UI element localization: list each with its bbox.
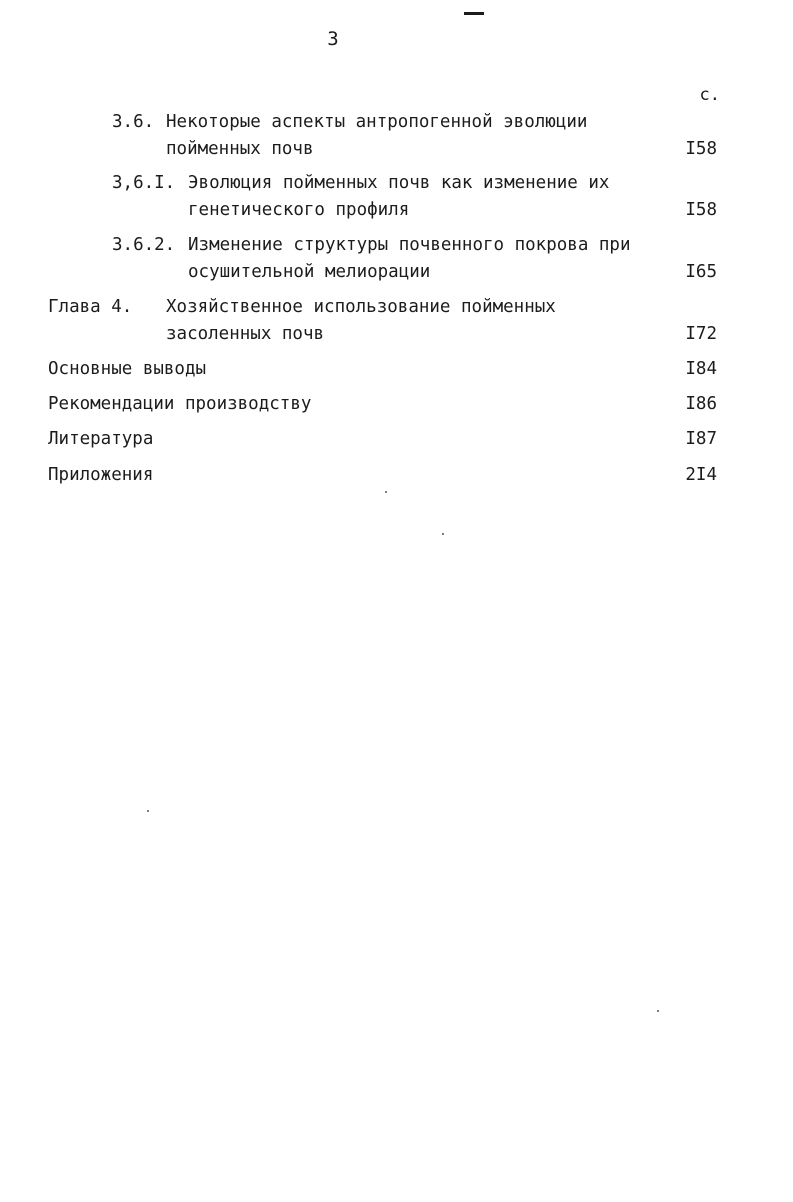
toc-entry-title-line2: осушительной мелиорации [188, 262, 431, 282]
toc-section-page: I86 [685, 394, 717, 414]
toc-section-title: Основные выводы [48, 359, 207, 379]
toc-entry-number: 3,6.I. [112, 173, 176, 193]
toc-chapter-page: I72 [685, 324, 717, 344]
scan-speck [657, 1010, 659, 1012]
toc-section-title: Рекомендации производству [48, 394, 312, 414]
toc-section-page: 2I4 [685, 465, 717, 485]
scan-speck [442, 533, 444, 535]
toc-entry-page: I65 [685, 262, 717, 282]
toc-section-page: I87 [685, 429, 717, 449]
toc-section-title: Литература [48, 429, 154, 449]
toc-entry-title-line2: пойменных почв [166, 139, 314, 159]
toc-section-title: Приложения [48, 465, 154, 485]
page-column-header: с. [699, 85, 720, 105]
toc-entry-page: I58 [685, 139, 717, 159]
scan-speck [385, 491, 387, 493]
toc-chapter-title-line2: засоленных почв [166, 324, 325, 344]
toc-entry-title-line1: Изменение структуры почвенного покрова при [188, 235, 631, 255]
toc-entry-title-line1: Некоторые аспекты антропогенной эволюции [166, 112, 588, 132]
toc-entry-number: 3.6. [112, 112, 155, 132]
toc-entry-title-line1: Эволюция пойменных почв как изменение их [188, 173, 610, 193]
toc-entry-title-line2: генетического профиля [188, 200, 410, 220]
scan-speck [147, 810, 149, 812]
toc-entry-number: 3.6.2. [112, 235, 176, 255]
toc-entry-page: I58 [685, 200, 717, 220]
page-number: 3 [327, 28, 339, 50]
toc-chapter-number: Глава 4. [48, 297, 133, 317]
top-dash-mark [464, 12, 484, 15]
toc-chapter-title-line1: Хозяйственное использование пойменных [166, 297, 556, 317]
toc-section-page: I84 [685, 359, 717, 379]
